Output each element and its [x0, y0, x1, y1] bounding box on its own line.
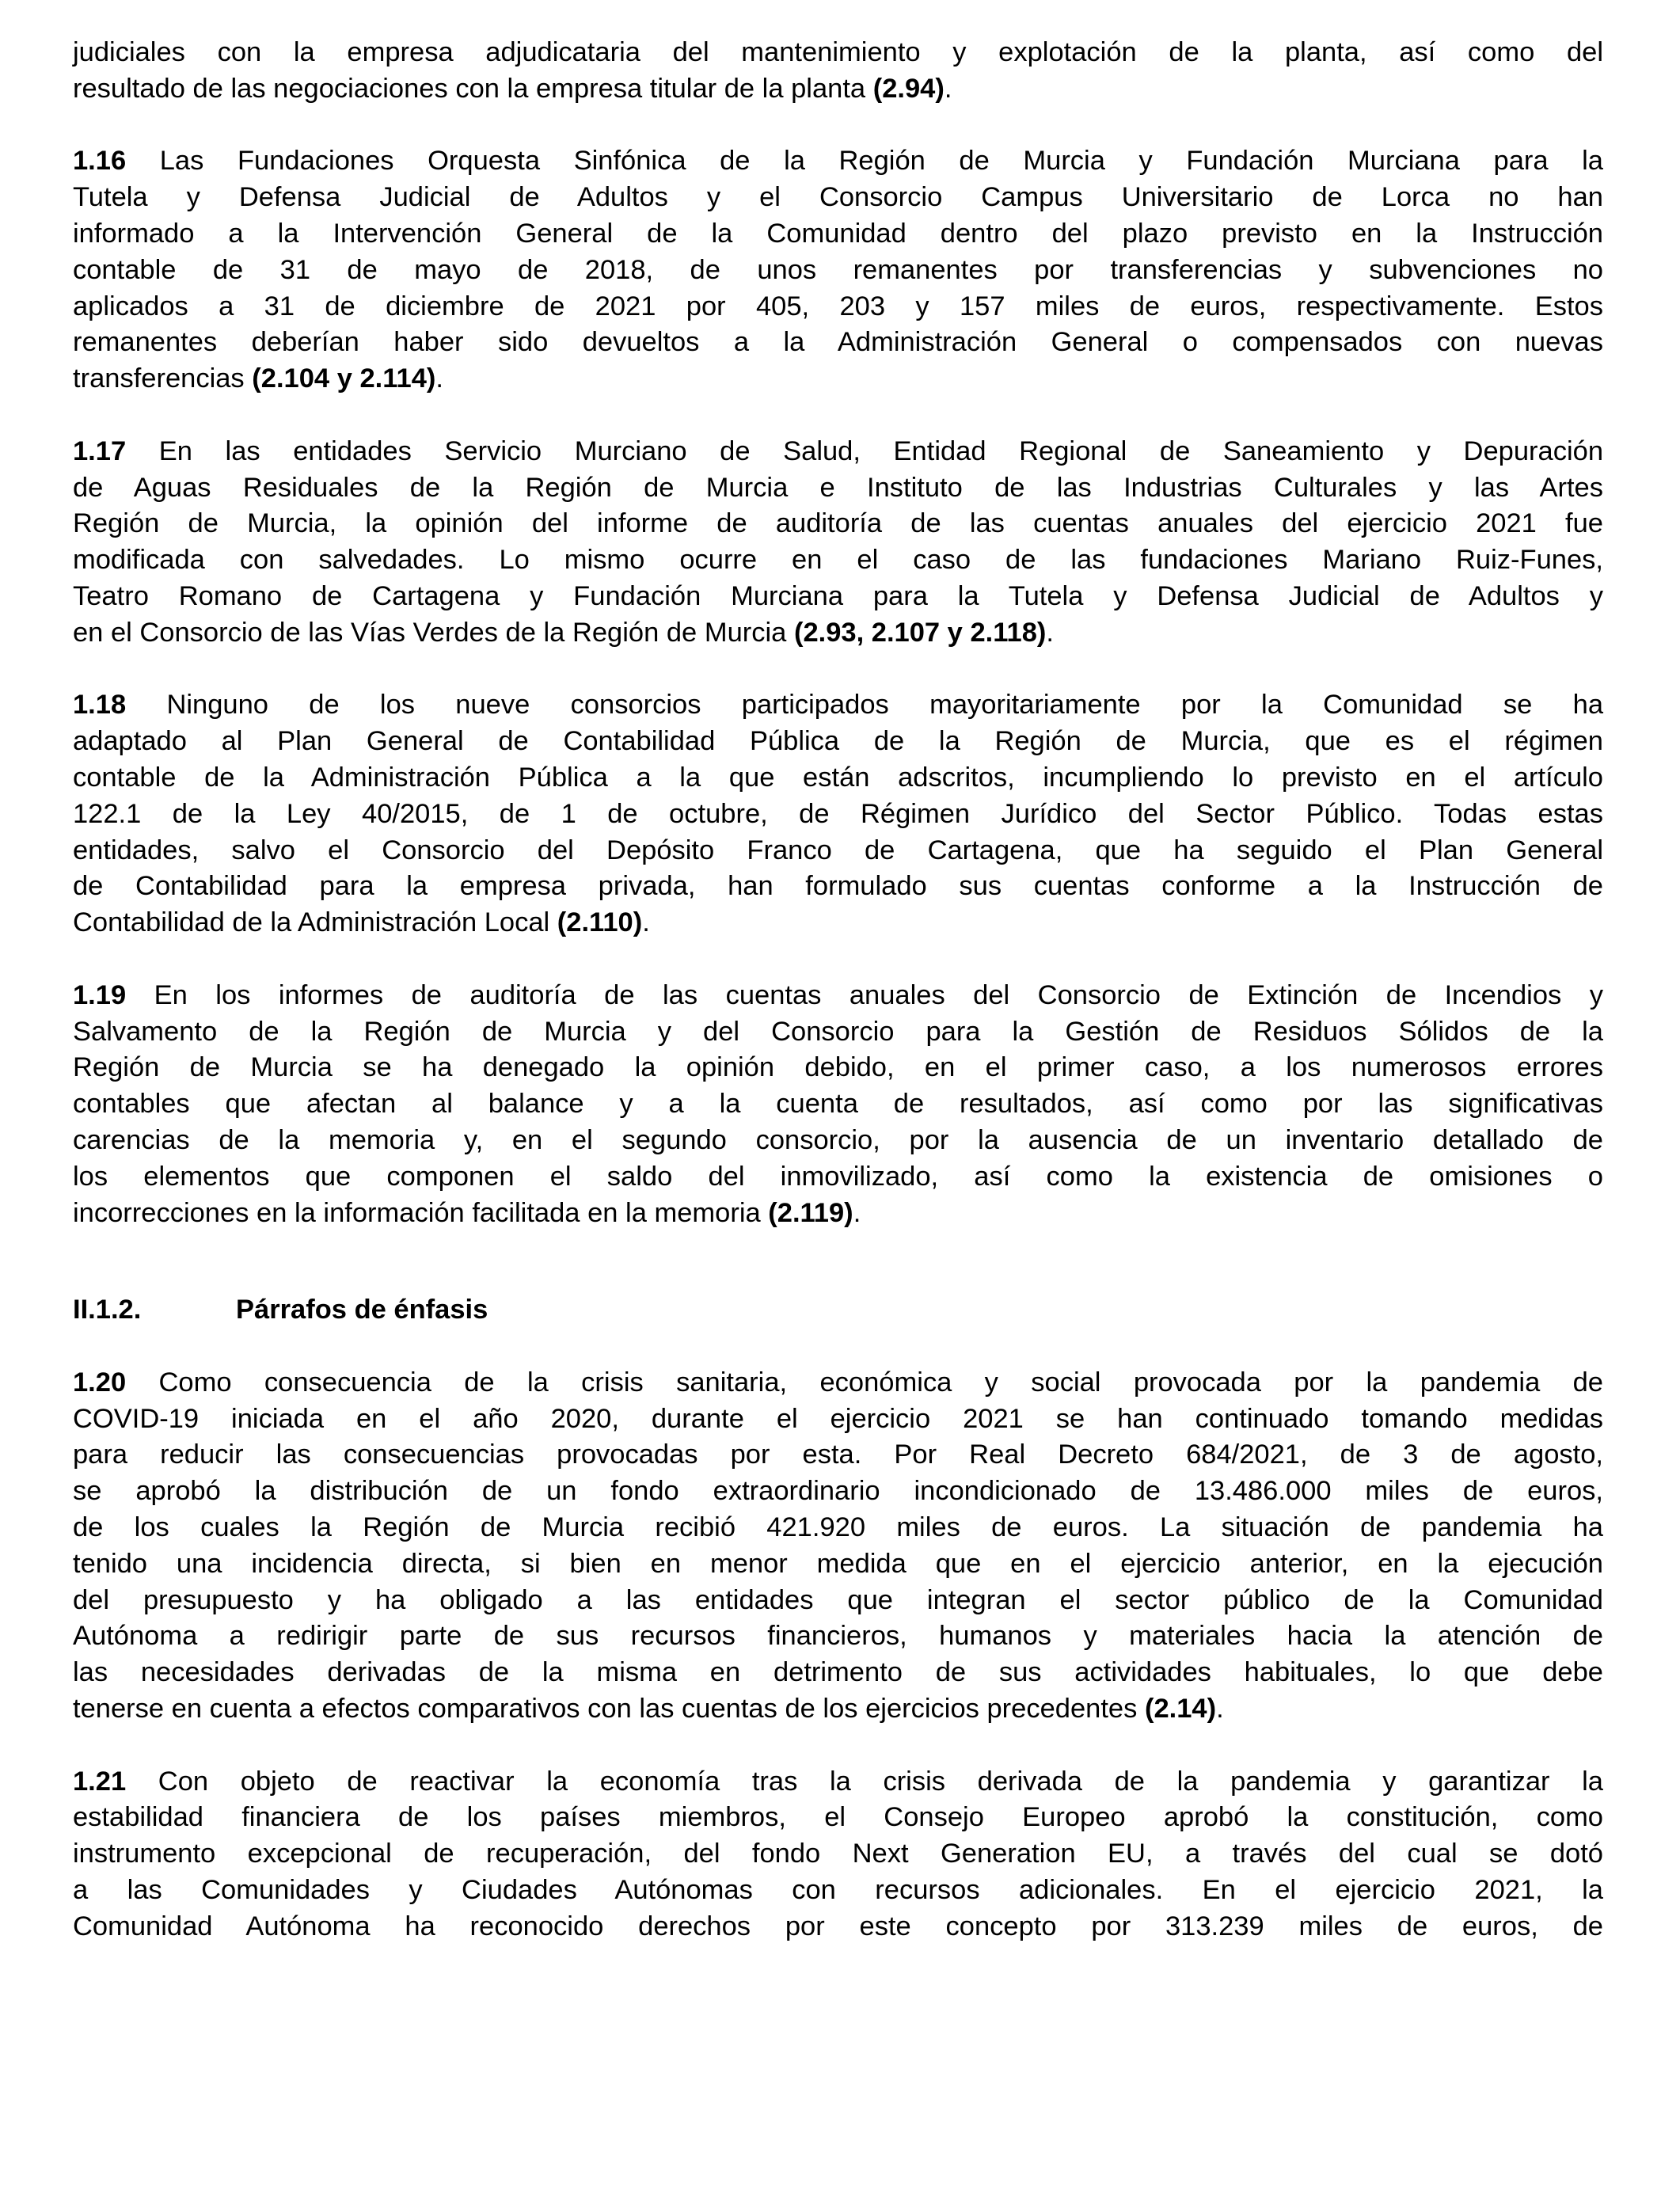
text-line: modificada con salvedades. Lo mismo ocurre en el caso de las fundaciones Mariano Ruiz-Funes,: [73, 545, 1603, 576]
text-line: Salvamento de la Región de Murcia y del Consorcio para la Gestión de Residuos Sólidos de la: [73, 1016, 1603, 1047]
text-line: tenerse en cuenta a efectos comparativos con las cuentas de los ejercicios precedentes (2.14).: [73, 1694, 1224, 1725]
section-title: Párrafos de énfasis: [236, 1295, 488, 1325]
text-line: de Contabilidad para la empresa privada, han formulado sus cuentas conforme a la Instrucción de: [73, 871, 1603, 902]
text-line: adaptado al Plan General de Contabilidad Pública de la Región de Murcia, que es el régimen: [73, 726, 1603, 757]
paragraph-1-19: [73, 978, 1603, 1232]
text-line: 1.18 Ninguno de los nueve consorcios participados mayoritariamente por la Comunidad se ha: [73, 690, 1604, 721]
cross-reference: (2.119): [768, 1197, 853, 1228]
cross-reference: (2.104 y 2.114): [252, 363, 436, 394]
text-line: 1.19 En los informes de auditoría de las cuentas anuales del Consorcio de Extinción de Incendios y: [73, 979, 1603, 1010]
text-line: Autónoma a redirigir parte de sus recursos financieros, humanos y materiales hacia la atención de: [73, 1621, 1603, 1652]
text-line: en el Consorcio de las Vías Verdes de la Región de Murcia (2.93, 2.107 y 2.118).: [73, 617, 1054, 648]
text-line: instrumento excepcional de recuperación, del fondo Next Generation EU, a través del cual se dotó: [73, 1839, 1603, 1869]
text-line: contable de 31 de mayo de 2018, de unos remanentes por transferencias y subvenciones no: [73, 254, 1603, 285]
text-line: remanentes deberían haber sido devueltos a la Administración General o compensados con nuevas: [73, 327, 1603, 358]
text-line: 1.16 Las Fundaciones Orquesta Sinfónica de la Región de Murcia y Fundación Murciana para la: [73, 146, 1603, 177]
text-line: 1.21 Con objeto de reactivar la economía tras la crisis derivada de la pandemia y garantizar la: [73, 1766, 1603, 1797]
text-line: Contabilidad de la Administración Local (2.110).: [73, 907, 650, 938]
section-heading: [73, 1292, 1603, 1329]
paragraph-1-20: [73, 1365, 1603, 1728]
paragraph-number: 1.17: [73, 435, 127, 466]
text-line: judiciales con la empresa adjudicataria del mantenimiento y explotación de la planta, así como del: [73, 37, 1603, 67]
text-line: Tutela y Defensa Judicial de Adultos y el Consorcio Campus Universitario de Lorca no han: [73, 182, 1603, 213]
text-line: de los cuales la Región de Murcia recibió 421.920 miles de euros. La situación de pandemia ha: [73, 1512, 1603, 1543]
paragraph-number: 1.18: [73, 690, 127, 721]
text-line: contables que afectan al balance y a la cuenta de resultados, así como por las significativas: [73, 1089, 1603, 1120]
text-line: estabilidad financiera de los países miembros, el Consejo Europeo aprobó la constitución, como: [73, 1802, 1603, 1833]
cross-reference: (2.94): [872, 73, 945, 104]
paragraph-number: 1.19: [73, 979, 127, 1010]
paragraph-number: 1.20: [73, 1367, 127, 1398]
paragraph-1-16: [73, 143, 1603, 397]
text-line: Región de Murcia, la opinión del informe de auditoría de las cuentas anuales del ejercicio 2021 fue: [73, 508, 1603, 539]
text-line: 122.1 de la Ley 40/2015, de 1 de octubre, de Régimen Jurídico del Sector Público. Todas estas: [73, 798, 1603, 829]
text-line: 1.20 Como consecuencia de la crisis sanitaria, económica y social provocada por la pandemia de: [73, 1367, 1603, 1398]
text-line: entidades, salvo el Consorcio del Depósito Franco de Cartagena, que ha seguido el Plan General: [73, 835, 1603, 865]
document-page: [73, 35, 1603, 1981]
text-line: 1.17 En las entidades Servicio Murciano de Salud, Entidad Regional de Saneamiento y Depuración: [73, 435, 1603, 466]
text-line: del presupuesto y ha obligado a las entidades que integran el sector público de la Comunidad: [73, 1584, 1603, 1615]
text-line: Región de Murcia se ha denegado la opinión debido, en el primer caso, a los numerosos errores: [73, 1052, 1603, 1083]
cross-reference: (2.110): [557, 907, 643, 938]
text-line: las necesidades derivadas de la misma en detrimento de sus actividades habituales, lo que debe: [73, 1657, 1603, 1688]
cross-reference: (2.93, 2.107 y 2.118): [793, 617, 1047, 648]
text-line: tenido una incidencia directa, si bien en menor medida que en el ejercicio anterior, en la ejecución: [73, 1548, 1603, 1579]
text-line: los elementos que componen el saldo del inmovilizado, así como la existencia de omisiones o: [73, 1161, 1603, 1192]
paragraph-1-21: [73, 1764, 1603, 1945]
cross-reference: (2.14): [1144, 1694, 1217, 1725]
paragraph-number: 1.16: [73, 146, 127, 177]
text-line: contable de la Administración Pública a la que están adscritos, incumpliendo lo previsto en el artículo: [73, 762, 1603, 793]
text-line: de Aguas Residuales de la Región de Murcia e Instituto de las Industrias Culturales y las Artes: [73, 472, 1603, 503]
paragraph-number: 1.21: [73, 1766, 127, 1797]
text-line: se aprobó la distribución de un fondo extraordinario incondicionado de 13.486.000 miles de euros,: [73, 1476, 1603, 1507]
text-line: COVID-19 iniciada en el año 2020, durante el ejercicio 2021 se han continuado tomando medidas: [73, 1403, 1603, 1434]
paragraph-1-17: [73, 434, 1603, 652]
text-line: aplicados a 31 de diciembre de 2021 por 405, 203 y 157 miles de euros, respectivamente. Estos: [73, 291, 1603, 321]
text-line: transferencias (2.104 y 2.114).: [73, 363, 443, 394]
text-line: a las Comunidades y Ciudades Autónomas con recursos adicionales. En el ejercicio 2021, la: [73, 1875, 1603, 1906]
text-line: para reducir las consecuencias provocadas por esta. Por Real Decreto 684/2021, de 3 de agosto,: [73, 1439, 1603, 1470]
text-line: Comunidad Autónoma ha reconocido derechos por este concepto por 313.239 miles de euros, de: [73, 1911, 1603, 1941]
text-line: Teatro Romano de Cartagena y Fundación Murciana para la Tutela y Defensa Judicial de Adultos y: [73, 580, 1603, 611]
text-line: informado a la Intervención General de la Comunidad dentro del plazo previsto en la Instrucción: [73, 218, 1603, 249]
section-number: II.1.2.: [73, 1295, 142, 1325]
paragraph-1-18: [73, 687, 1603, 941]
text-line: resultado de las negociaciones con la empresa titular de la planta (2.94).: [73, 73, 952, 104]
paragraph-continuation: [73, 35, 1603, 108]
text-line: incorrecciones en la información facilitada en la memoria (2.119).: [73, 1197, 861, 1228]
text-line: carencias de la memoria y, en el segundo consorcio, por la ausencia de un inventario detallado de: [73, 1124, 1603, 1155]
